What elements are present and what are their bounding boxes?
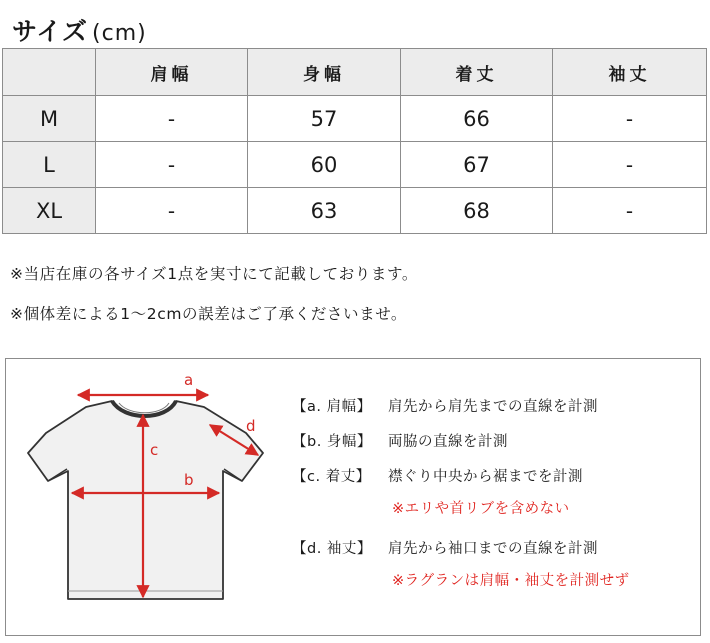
- sleeve-value: -: [553, 188, 707, 234]
- length-value: 66: [401, 96, 553, 142]
- header-shoulder: 肩幅: [96, 49, 248, 96]
- size-table: [2, 48, 707, 234]
- legend-key: 【b. 身幅】: [292, 434, 372, 450]
- chest-value: 60: [248, 142, 401, 188]
- header-chest: 身幅: [248, 49, 401, 96]
- label-d: d: [246, 417, 256, 435]
- legend-key: 【a. 肩幅】: [292, 399, 372, 415]
- legend-key: 【d. 袖丈】: [292, 541, 372, 557]
- sleeve-value: -: [553, 142, 707, 188]
- shoulder-value: -: [96, 96, 248, 142]
- page-title: [12, 12, 147, 48]
- size-label: M: [3, 96, 96, 142]
- legend-warning: ※ラグランは肩幅・袖丈を計測せず: [392, 573, 630, 589]
- legend-desc: 両脇の直線を計測: [388, 434, 508, 450]
- tshirt-outline: [28, 401, 263, 599]
- header-length: 着丈: [401, 49, 553, 96]
- measurement-guide: [5, 358, 701, 636]
- table-header-row: [3, 49, 707, 96]
- table-row: [3, 96, 707, 142]
- size-label: XL: [3, 188, 96, 234]
- chest-value: 63: [248, 188, 401, 234]
- length-value: 67: [401, 142, 553, 188]
- note-tolerance: ※個体差による1〜2cmの誤差はご了承くださいませ。: [10, 305, 407, 323]
- label-b: b: [184, 471, 194, 489]
- shoulder-value: -: [96, 188, 248, 234]
- header-corner: [3, 49, 96, 96]
- sleeve-value: -: [553, 96, 707, 142]
- title-text: サイズ: [12, 17, 89, 46]
- legend-desc: 肩先から袖口までの直線を計測: [388, 541, 598, 557]
- legend-warning: ※エリや首リブを含めない: [392, 501, 570, 517]
- title-unit: (cm): [92, 21, 147, 46]
- label-a: a: [184, 371, 194, 389]
- table-row: [3, 188, 707, 234]
- length-value: 68: [401, 188, 553, 234]
- legend-key: 【c. 着丈】: [292, 469, 371, 485]
- header-sleeve: 袖丈: [553, 49, 707, 96]
- chest-value: 57: [248, 96, 401, 142]
- tshirt-diagram: [16, 363, 276, 629]
- label-c: c: [150, 441, 159, 459]
- note-measurement: ※当店在庫の各サイズ1点を実寸にて記載しております。: [10, 265, 418, 283]
- size-label: L: [3, 142, 96, 188]
- legend-desc: 襟ぐり中央から裾までを計測: [388, 469, 583, 485]
- table-row: [3, 142, 707, 188]
- shoulder-value: -: [96, 142, 248, 188]
- legend-desc: 肩先から肩先までの直線を計測: [388, 399, 598, 415]
